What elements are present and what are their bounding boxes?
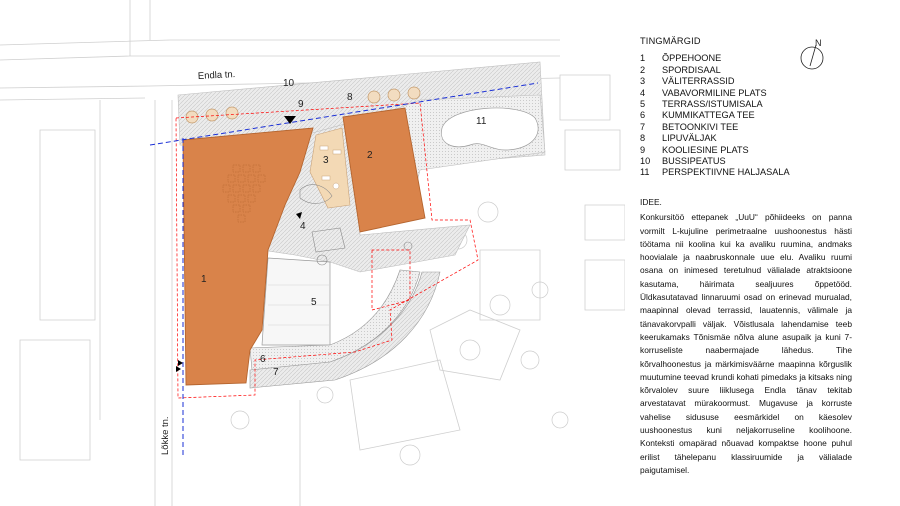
- map-label-5: 5: [311, 297, 317, 308]
- street-label-endla: Endla tn.: [197, 69, 236, 82]
- legend-list: [640, 53, 850, 178]
- legend-item: 6 KUMMIKATTEGA TEE: [640, 110, 755, 121]
- terrace-5: [262, 258, 330, 345]
- map-label-1: 1: [201, 274, 207, 285]
- map-label-2: 2: [367, 150, 373, 161]
- north-label: N: [815, 38, 822, 48]
- legend-item: 2 SPORDISAAL: [640, 64, 721, 75]
- legend: [640, 36, 850, 179]
- idea-title: IDEE.: [640, 197, 662, 207]
- legend-item: 7 BETOONKIVI TEE: [640, 121, 739, 132]
- map-label-11: 11: [476, 116, 487, 127]
- map-label-9: 9: [298, 99, 304, 110]
- map-label-3: 3: [323, 155, 329, 166]
- map-label-10: 10: [283, 78, 295, 89]
- legend-item: 8 LIPUVÄLJAK: [640, 133, 717, 144]
- street-label-lokke: Lõkke tn.: [160, 416, 171, 455]
- legend-item: 3 VÄLITERRASSID: [640, 76, 735, 87]
- idea-text: Konkursitöö ettepanek „UuU“ põhiideeks on panna vormilt L-kujuline perimetraalne uushoonestus hästi töötama nii koolina kui ka avaliku ruumina, andmaks hoovialale ja naabruskonnale uue elu. Avaliku ruumi osana on inimesed teretulnud välialade atraktsioone kasutama, häirimata sealjuures õppetööd. Üldkasutatavad linnaruumi osad on erinevad murualad, maapinnal olevad terrassid, lauatennis, välimale ja tänavakorvpalli väljak. Võistlusala lahendamise teeb keerukamaks Tõnismäe nõlva alune asupaik ja kuni 7-korruseliste naabermajade lähedus. Tihe kõrvalhoonestus ja märkimisväärne maapinna kõrguslik muutumine teevad krundi kohati pimedaks ja kitsaks ning kõrvalolev suure liiklusega Endla tänav tekitab arvestatavat mürakoormust. Mugavuse ja korruste vahelise sidususe eesmärkidel on käesolev uushoonestus kuni neljakorruseline koolihoone. Konteksti omapärad nõuavad kompaktse hoone puhul erilist tähelepanu klassiruumide ja välialade paigutamisel.: [640, 212, 852, 475]
- legend-item: 1 ÕPPEHOONE: [640, 53, 722, 64]
- legend-item: 9 KOOLIESINE PLATS: [640, 144, 749, 155]
- legend-item: 10 BUSSIPEATUS: [640, 156, 726, 167]
- map-label-7: 7: [273, 367, 279, 378]
- idea-section: [640, 196, 852, 477]
- legend-item: 5 TERRASS/ISTUMISALA: [640, 99, 763, 110]
- legend-title: TINGMÄRGID: [640, 36, 701, 46]
- legend-item: 11 PERSPEKTIIVNE HALJASALA: [640, 167, 790, 178]
- legend-item: 4 VABAVORMILINE PLATS: [640, 87, 767, 98]
- map-label-6: 6: [260, 354, 266, 365]
- map-label-4: 4: [300, 221, 306, 232]
- map-label-8: 8: [347, 92, 353, 103]
